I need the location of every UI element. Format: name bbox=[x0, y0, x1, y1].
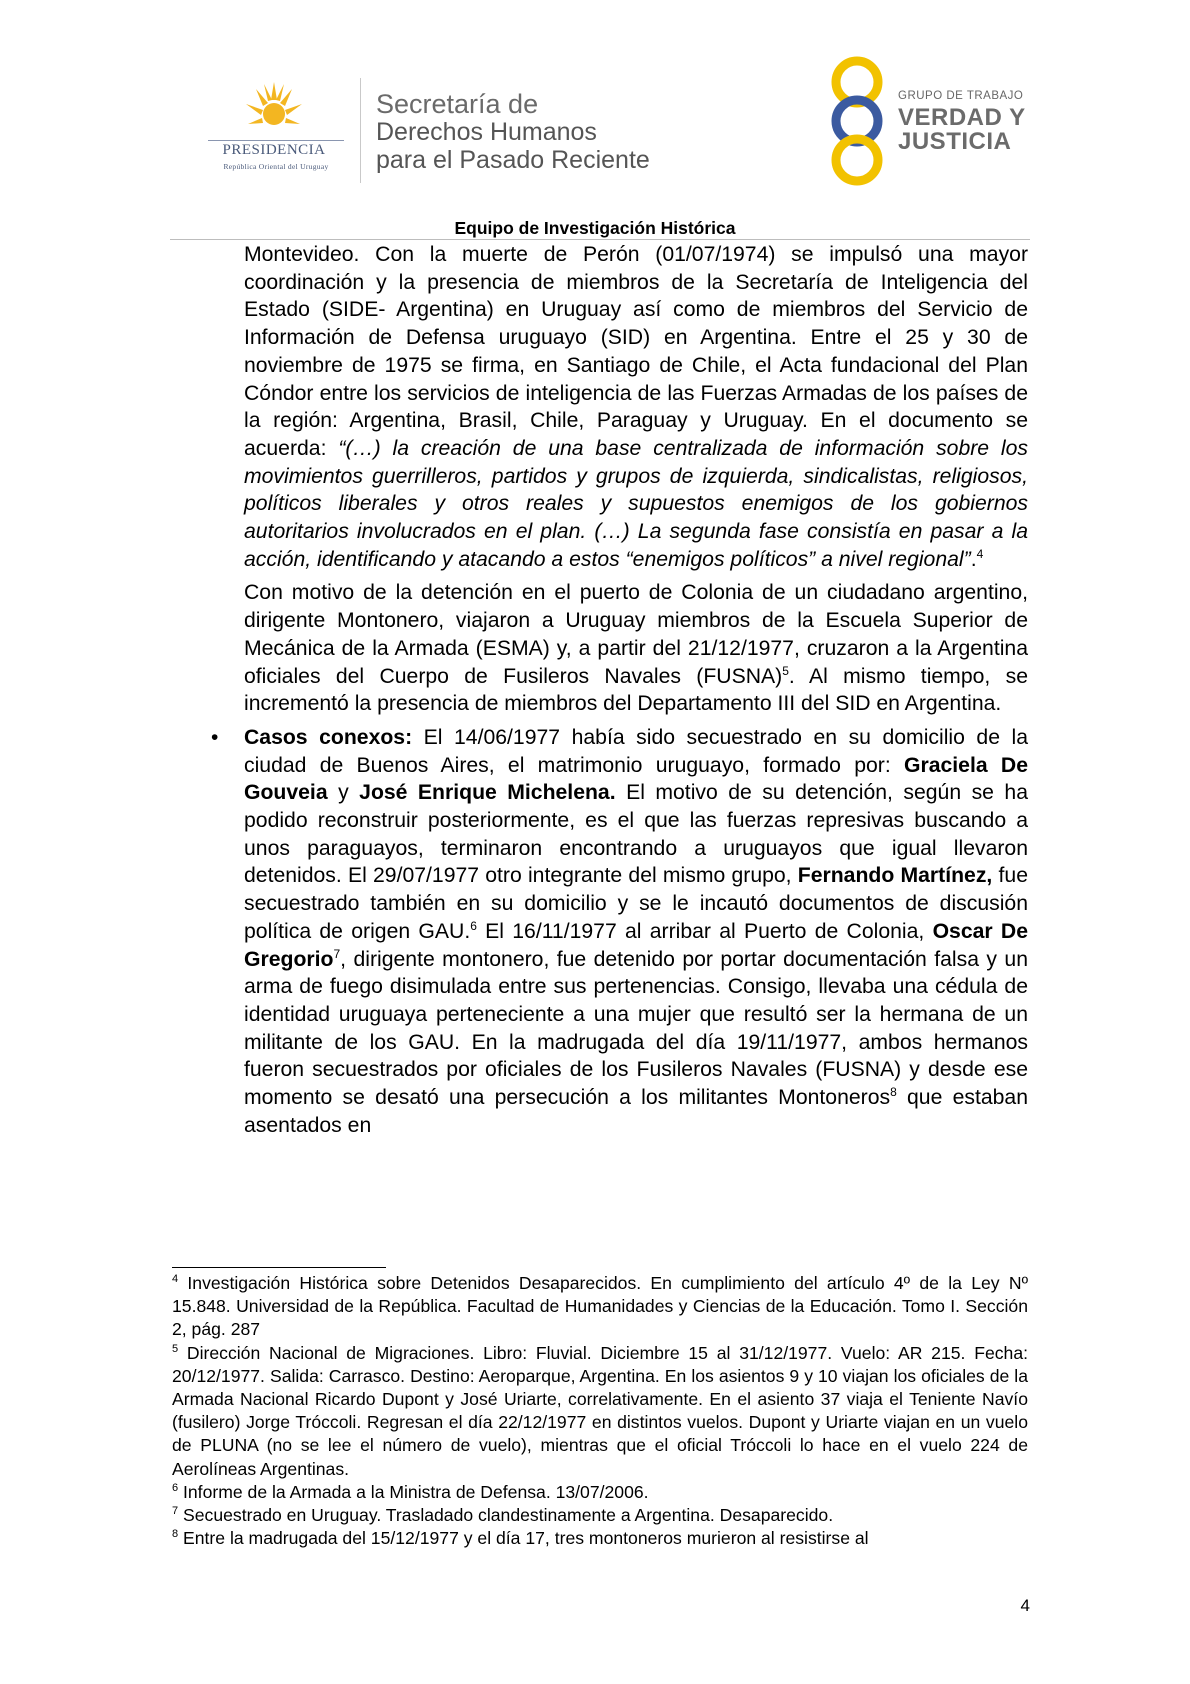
grupo-trabajo-label: GRUPO DE TRABAJO bbox=[898, 90, 1024, 102]
footnote-text: Dirección Nacional de Migraciones. Libro: Fluvial. Diciembre 15 al 31/12/1977. Vuelo: AR 215. Fecha: 20/12/1977. Salida: Carrasco. Destino: Aeroparque, Argentina. En los asientos 9 y 10 viajan los oficiales de la Armada Nacional Ricardo Dupont y José Uriarte, correlativamente. En el asiento 37 viaja el Teniente Navío (fusilero) Jorge Tróccoli. Regresan el día 22/12/1977 en distintos vuelos. Dupont y Uriarte viajan en un vuelo de PLUNA (no se lee el número de vuelo), mientras que el oficial Tróccoli lo hace en el vuelo 224 de Aerolíneas Argentinas. bbox=[172, 1342, 1028, 1479]
presidencia-logo bbox=[196, 80, 346, 180]
grupo-trabajo-logo bbox=[822, 56, 1032, 186]
footnote-number: 7 bbox=[172, 1505, 179, 1518]
p2-text: Con motivo de la detención en el puerto de Colonia de un ciudadano argentino, dirigente Montonero, viajaron a Uruguay miembros de la Escuela Superior de Mecánica de la Armada (ESMA) y, a partir del 21/12/1977, cruzaron a la Argentina oficiales del Cuerpo de Fusileros Navales (FUSNA) bbox=[244, 581, 1028, 688]
justicia-word: JUSTICIA bbox=[898, 128, 1012, 155]
bullet-casos-conexos bbox=[211, 724, 1029, 1140]
p3-text-e: El 16/11/1977 al arribar al Puerto de Colonia, bbox=[476, 919, 933, 943]
footnote-ref-7: 7 bbox=[333, 946, 341, 961]
secretaria-line-1: Secretaría de bbox=[376, 89, 539, 119]
name-martinez: Fernando Martínez, bbox=[797, 864, 993, 888]
name-de-gregorio: Oscar De Gregorio bbox=[244, 919, 1028, 971]
secretaria-line-2: Derechos Humanos bbox=[376, 118, 597, 146]
footnote-number: 8 bbox=[172, 1528, 179, 1541]
page-number: 4 bbox=[1020, 1596, 1030, 1615]
footnote-4 bbox=[172, 1272, 1028, 1342]
presidencia-rule bbox=[208, 140, 344, 141]
p2-text-end: . Al mismo tiempo, se incrementó la presencia de miembros del Departamento III del SID en Argentina. bbox=[244, 664, 1028, 716]
bullet-icon: • bbox=[211, 725, 219, 749]
footnote-ref-5: 5 bbox=[782, 663, 789, 678]
secretaria-title bbox=[376, 90, 650, 174]
verdad-justicia-label bbox=[898, 106, 1026, 154]
name-michelena: José Enrique Michelena. bbox=[359, 781, 616, 805]
document-body bbox=[211, 241, 1029, 1140]
paragraph-plan-condor bbox=[244, 241, 1028, 573]
footnote-8 bbox=[172, 1527, 1028, 1550]
presidencia-subtitle: República Oriental del Uruguay bbox=[223, 162, 329, 171]
footnote-7 bbox=[172, 1504, 1028, 1527]
casos-label: Casos conexos: bbox=[244, 725, 413, 749]
paragraph-esma-fusna bbox=[244, 579, 1028, 718]
header-divider bbox=[360, 78, 361, 183]
running-head: Equipo de Investigación Histórica bbox=[454, 218, 736, 238]
footnote-number: 6 bbox=[172, 1481, 179, 1494]
header-rule bbox=[170, 239, 1030, 240]
footnote-number: 4 bbox=[172, 1273, 179, 1286]
name-graciela: Graciela De Gouveia bbox=[244, 753, 1028, 805]
verdad-word: VERDAD Y bbox=[898, 104, 1026, 131]
secretaria-line-3: para el Pasado Reciente bbox=[376, 146, 650, 174]
presidencia-word: PRESIDENCIA bbox=[222, 142, 326, 158]
page-header bbox=[0, 0, 1190, 240]
footnote-5 bbox=[172, 1342, 1028, 1481]
footnote-separator bbox=[172, 1267, 386, 1268]
p1-end: . bbox=[970, 547, 977, 571]
paragraph-casos-conexos bbox=[244, 724, 1028, 1140]
footnote-ref-6: 6 bbox=[470, 918, 477, 933]
p3-text-a: El 14/06/1977 había sido secuestrado en su domicilio de la ciudad de Buenos Aires, el matrimonio uruguayo, formado por: bbox=[244, 725, 1029, 777]
footnote-text: Entre la madrugada del 15/12/1977 y el día 17, tres montoneros murieron al resistirse al bbox=[178, 1528, 869, 1549]
footnote-text: Informe de la Armada a la Ministra de Defensa. 13/07/2006. bbox=[178, 1481, 649, 1502]
sun-emblem-icon bbox=[244, 80, 304, 140]
p3-text-g: que estaban asentados en bbox=[244, 1086, 1028, 1137]
p1-text: Montevideo. Con la muerte de Perón (01/07/1974) se impulsó una mayor coordinación y la presencia de miembros de la Secretaría de Inteligencia del Estado (SIDE- Argentina) en Uruguay así como de miembros del Servicio de Información de Defensa uruguayo (SID) en Argentina. Entre el 25 y 30 de noviembre de 1975 se firma, en Santiago de Chile, el Acta fundacional del Plan Cóndor entre los servicios de inteligencia de las Fuerzas Armadas de los países de la región: Argentina, Brasil, Chile, Paraguay y Uruguay. En el documento se acuerda: bbox=[244, 243, 1028, 460]
footnote-text: Secuestrado en Uruguay. Trasladado clandestinamente a Argentina. Desaparecido. bbox=[178, 1505, 834, 1526]
p3-text-f: , dirigente montonero, fue detenido por portar documentación falsa y un arma de fuego disimulada entre sus pertenencias. Consigo, llevaba una cédula de identidad uruguaya perteneciente a una mujer que resultó ser la hermana de un militante de los GAU. En la madrugada del día 19/11/1977, ambos hermanos fueron secuestrados por oficiales de los Fusileros Navales (FUSNA) y desde ese momento se desató una persecución a los militantes Montoneros bbox=[244, 947, 1028, 1110]
footnote-ref-8: 8 bbox=[890, 1085, 897, 1100]
p1-quote: “(…) la creación de una base centralizada de información sobre los movimientos guerrilleros, partidos y grupos de izquierda, sindicalistas, religiosos, políticos liberales y otros reales y supuestos enemigos de los gobiernos autoritarios involucrados en el plan. (…) La segunda fase consistía en pasar a la acción, identificando y atacando a estos “enemigos políticos” a nivel regional” bbox=[244, 436, 1028, 571]
footnote-text: Investigación Histórica sobre Detenidos Desaparecidos. En cumplimiento del artículo 4º de la Ley Nº 15.848. Universidad de la República. Facultad de Humanidades y Ciencias de la Educación. Tomo I. Sección 2, pág. 287 bbox=[172, 1273, 1028, 1340]
rings-emblem-icon bbox=[822, 56, 892, 186]
footnote-6 bbox=[172, 1481, 1028, 1504]
p3-text-c: El motivo de su detención, según se ha podido reconstruir posteriormente, es el que las fuerzas represivas buscando a unos paraguayos, terminaron encontrando a uruguayos que igual llevaron detenidos. El 29/07/1977 otro integrante del mismo grupo, bbox=[244, 781, 1028, 888]
p3-text-b: y bbox=[327, 781, 360, 805]
footnote-number: 5 bbox=[172, 1342, 179, 1355]
footnote-ref-4: 4 bbox=[976, 546, 984, 561]
p3-text-d: fue secuestrado también en su domicilio y se le incautó documentos de discusión política de origen GAU. bbox=[244, 864, 1028, 943]
footnotes bbox=[172, 1272, 1028, 1550]
